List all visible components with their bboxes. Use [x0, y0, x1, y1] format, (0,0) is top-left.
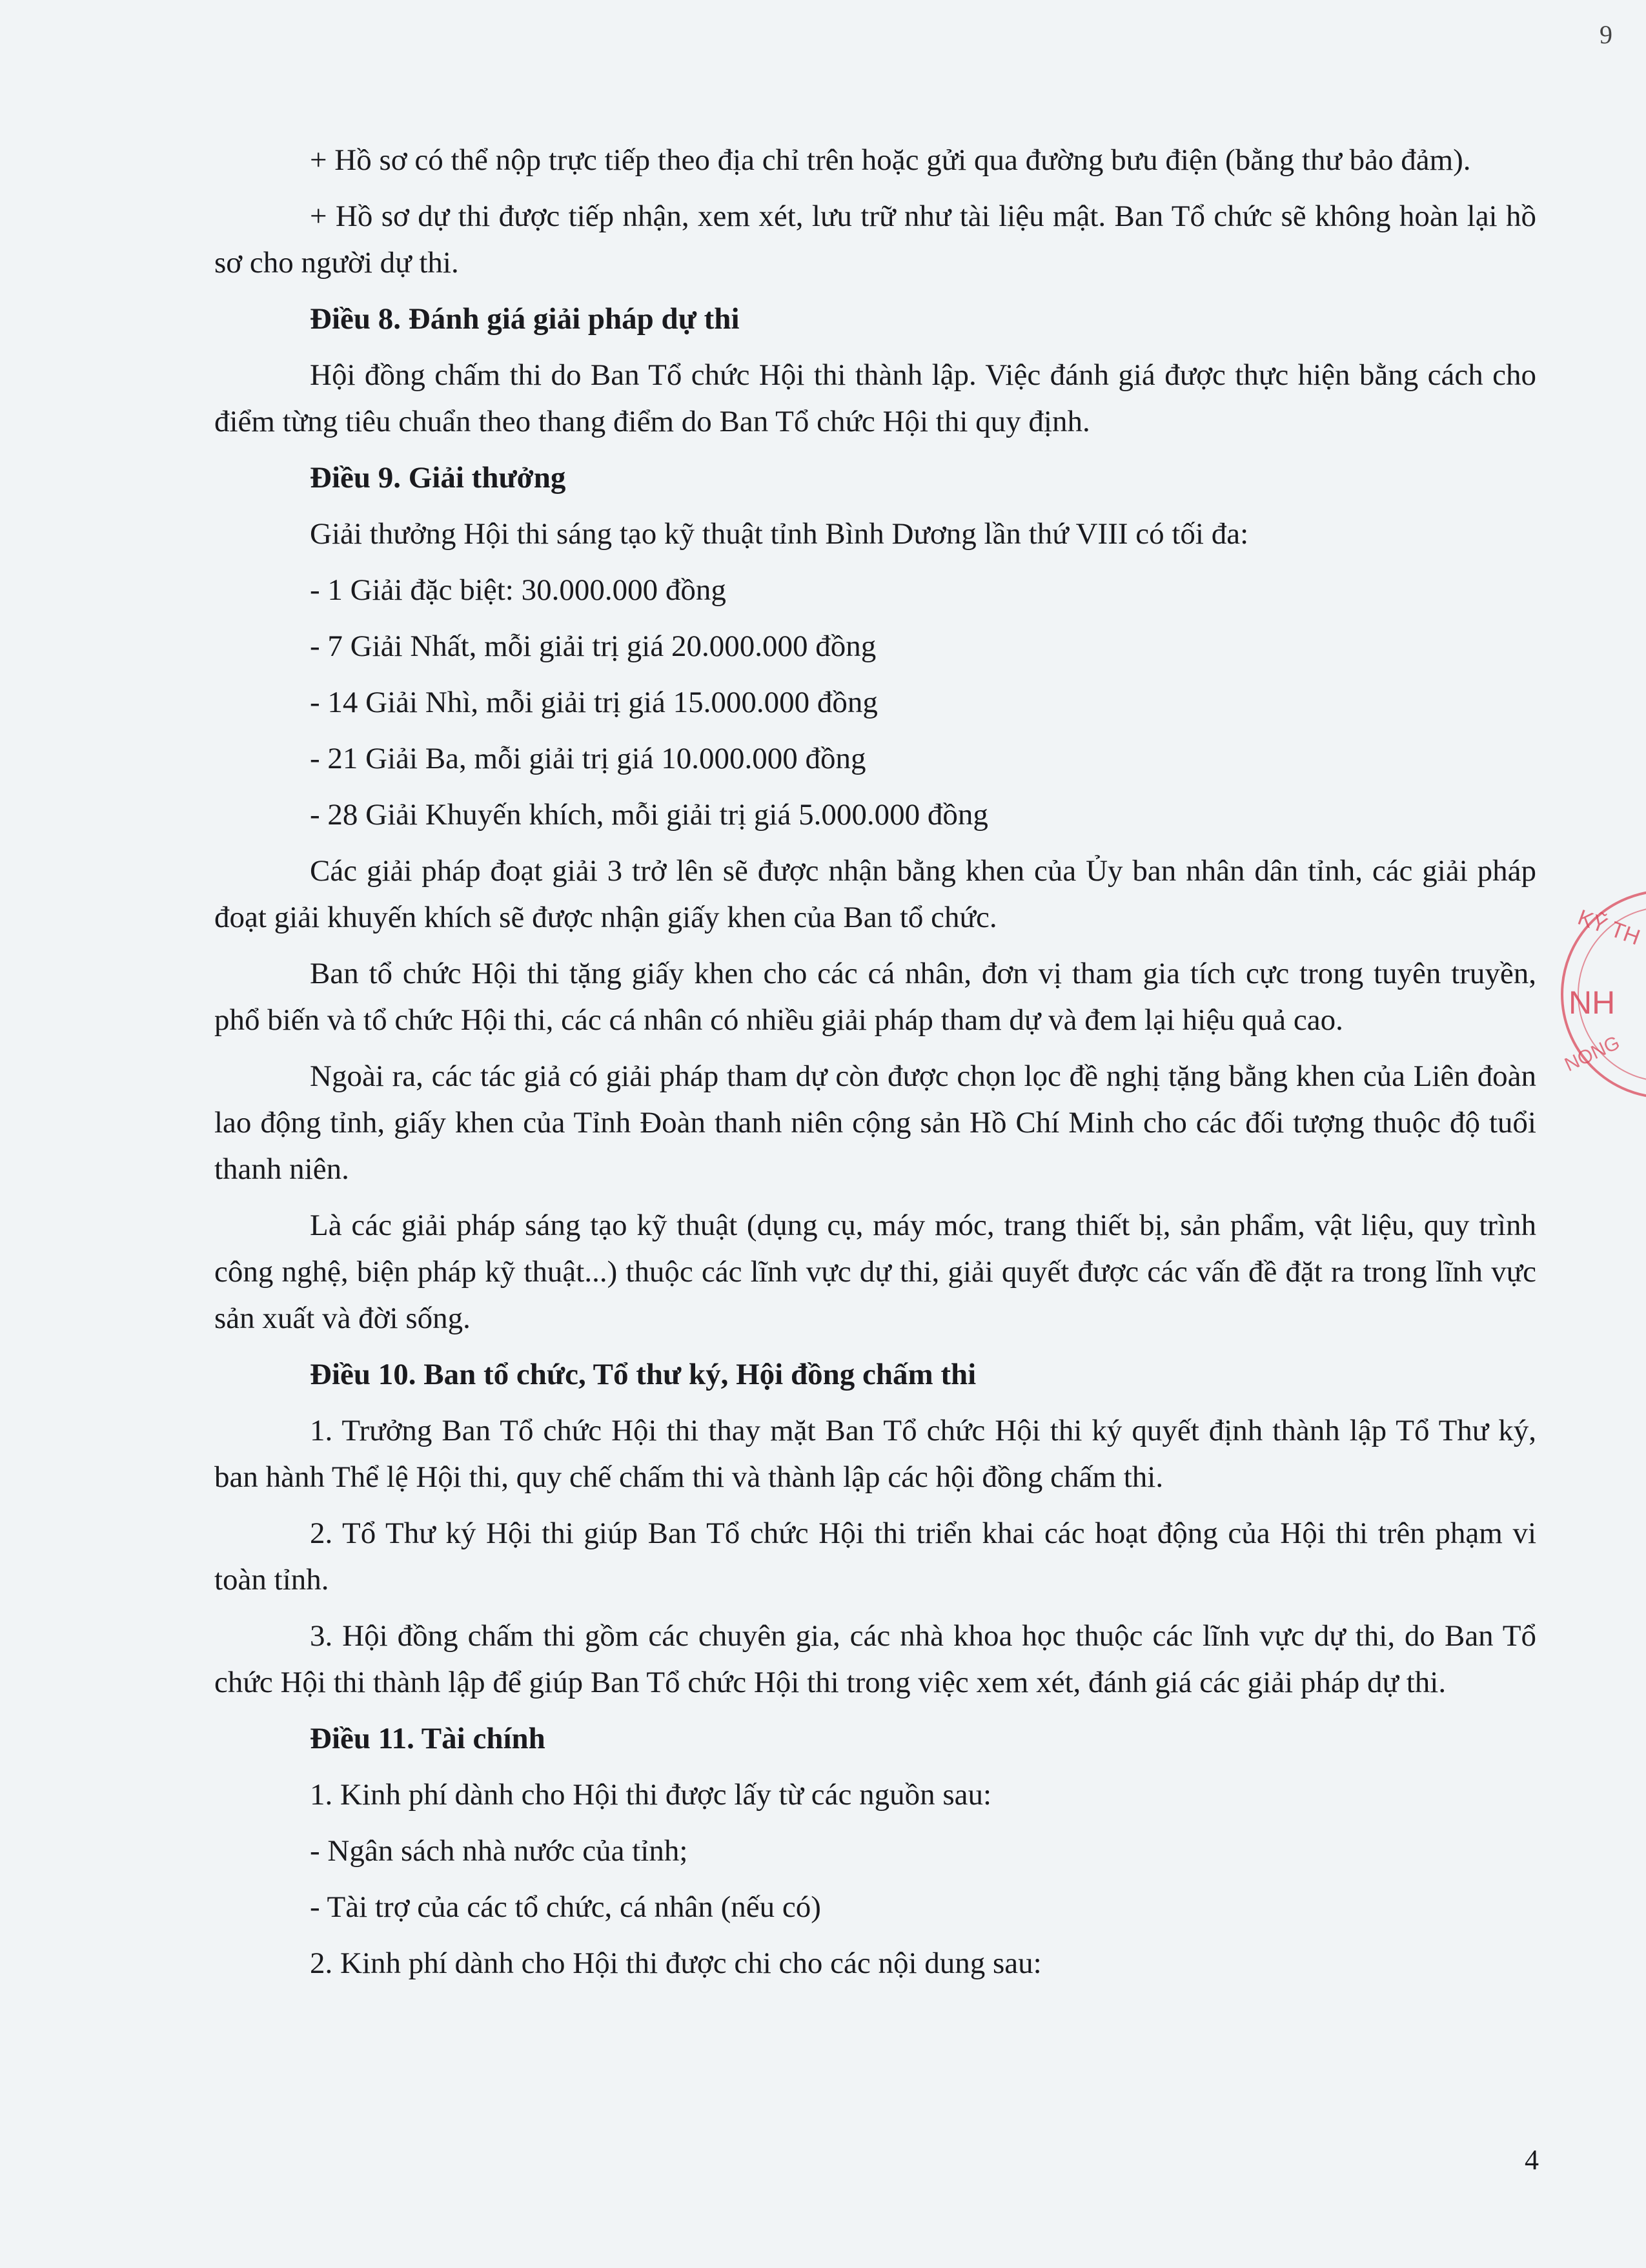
svg-text:NH: NH [1569, 985, 1616, 1021]
paragraph: Ngoài ra, các tác giả có giải pháp tham dự còn được chọn lọc đề nghị tặng bằng khen của Liên đoàn lao động tỉnh, giấy khen của Tỉnh Đoàn thanh niên cộng sản Hồ Chí Minh cho các đối tượng thuộc độ tuổi thanh niên. [214, 1059, 1536, 1186]
list-line: - 1 Giải đặc biệt: 30.000.000 đồng [310, 573, 726, 607]
paragraph: + Hồ sơ dự thi được tiếp nhận, xem xét, lưu trữ như tài liệu mật. Ban Tổ chức sẽ không hoàn lại hồ sơ cho người dự thi. [214, 199, 1536, 280]
paragraph: 2. Tổ Thư ký Hội thi giúp Ban Tổ chức Hội thi triển khai các hoạt động của Hội thi trên phạm vi toàn tỉnh. [214, 1517, 1536, 1597]
list-line: Giải thưởng Hội thi sáng tạo kỹ thuật tỉnh Bình Dương lần thứ VIII có tối đa: [310, 517, 1249, 551]
section-heading: Điều 11. Tài chính [310, 1722, 545, 1755]
list-line: - 14 Giải Nhì, mỗi giải trị giá 15.000.000 đồng [310, 686, 878, 719]
paragraph: Các giải pháp đoạt giải 3 trở lên sẽ được nhận bằng khen của Ủy ban nhân dân tỉnh, các giải pháp đoạt giải khuyến khích sẽ được nhận giấy khen của Ban tổ chức. [214, 854, 1536, 934]
paragraph: Ban tổ chức Hội thi tặng giấy khen cho các cá nhân, đơn vị tham gia tích cực trong tuyên truyền, phổ biến và tổ chức Hội thi, các cá nhân có nhiều giải pháp tham dự và đem lại hiệu quả cao. [214, 957, 1536, 1037]
list-line: - Tài trợ của các tổ chức, cá nhân (nếu có) [310, 1890, 821, 1924]
red-seal-stamp [1556, 865, 1646, 1123]
list-line: 1. Kinh phí dành cho Hội thi được lấy từ các nguồn sau: [310, 1778, 992, 1812]
section-heading: Điều 9. Giải thưởng [310, 461, 566, 495]
list-line: - Ngân sách nhà nước của tỉnh; [310, 1834, 688, 1868]
paragraph: Là các giải pháp sáng tạo kỹ thuật (dụng cụ, máy móc, trang thiết bị, sản phẩm, vật liệu, quy trình công nghệ, biện pháp kỹ thuật...) thuộc các lĩnh vực dự thi, giải quyết được các vấn đề đặt ra trong lĩnh vực sản xuất và đời sống. [214, 1209, 1536, 1335]
paragraph: 3. Hội đồng chấm thi gồm các chuyên gia, các nhà khoa học thuộc các lĩnh vực dự thi, do Ban Tổ chức Hội thi thành lập để giúp Ban Tổ chức Hội thi trong việc xem xét, đánh giá các giải pháp dự thi. [214, 1619, 1536, 1699]
list-line: - 21 Giải Ba, mỗi giải trị giá 10.000.000 đồng [310, 742, 866, 775]
document-body [214, 137, 1536, 1996]
paragraph: 1. Trưởng Ban Tổ chức Hội thi thay mặt Ban Tổ chức Hội thi ký quyết định thành lập Tổ Thư ký, ban hành Thể lệ Hội thi, quy chế chấm thi và thành lập các hội đồng chấm thi. [214, 1414, 1536, 1494]
page-number: 4 [1525, 2144, 1539, 2176]
paragraph: + Hồ sơ có thể nộp trực tiếp theo địa chỉ trên hoặc gửi qua đường bưu điện (bằng thư bảo đảm). [310, 143, 1471, 177]
corner-mark: 9 [1600, 20, 1612, 49]
list-line: - 28 Giải Khuyến khích, mỗi giải trị giá 5.000.000 đồng [310, 798, 988, 832]
svg-text:KỸ TH: KỸ TH [1574, 904, 1643, 950]
list-line: - 7 Giải Nhất, mỗi giải trị giá 20.000.000 đồng [310, 629, 877, 663]
section-heading: Điều 10. Ban tổ chức, Tổ thư ký, Hội đồng chấm thi [310, 1358, 977, 1391]
paragraph: Hội đồng chấm thi do Ban Tổ chức Hội thi thành lập. Việc đánh giá được thực hiện bằng cách cho điểm từng tiêu chuẩn theo thang điểm do Ban Tổ chức Hội thi quy định. [214, 358, 1536, 438]
list-line: 2. Kinh phí dành cho Hội thi được chi cho các nội dung sau: [310, 1946, 1042, 1980]
section-heading: Điều 8. Đánh giá giải pháp dự thi [310, 302, 740, 336]
svg-text:NONG: NONG [1561, 1032, 1623, 1076]
